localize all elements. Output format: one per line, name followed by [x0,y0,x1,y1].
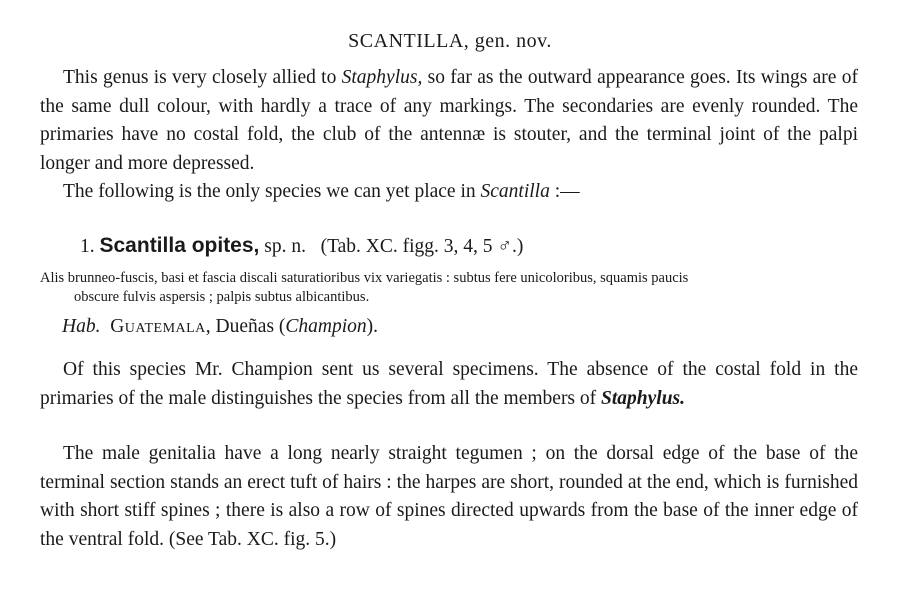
specimen-notes-paragraph [40,356,858,413]
habitat-line [62,316,852,338]
latin-diagnosis [40,269,858,306]
para2-text-a: The following is the only species we can yet place in [63,181,481,202]
genus-name-staphylus-bold: Staphylus. [601,387,686,409]
genus-name-scantilla: Scantilla [480,181,550,202]
species-name: Scantilla opites, [99,234,260,257]
habitat-country: Guatemala [110,316,206,337]
habitat-collector: Champion [285,316,367,337]
para1-text-a: This genus is very closely allied to [63,67,342,88]
genitalia-description-paragraph: The male genitalia have a long nearly straight tegumen ; on the dorsal edge of the base of the terminal section stands an erect tuft of hairs : the harpes are short, rounded at the end, which is furnished with short stiff spines ; there is also a row of spines directed upwards from the base of the inner edge of the ventral fold. (See Tab. XC. fig. 5.) [40,443,858,550]
habitat-locality: , Dueñas ( [205,316,286,337]
habitat-close: ). [366,316,379,337]
genus-name-staphylus: Staphylus, [341,67,423,88]
species-number: 1. [80,236,95,257]
para2-text-b: :— [549,181,580,202]
species-status: sp. n. [264,236,306,257]
habitat-label: Hab. [62,316,101,337]
latin-diagnosis-line1: Alis brunneo-fuscis, basi et fascia discali saturatioribus vix variegatis : subtus fere unicoloribus, squamis paucis [40,270,689,286]
latin-diagnosis-line2: obscure fulvis aspersis ; palpis subtus albicantibus. [74,288,370,305]
para1-text-b: so far as the outward appearance goes. Its wings are of the same dull colour, with hardly a trace of any markings. The secondaries are evenly rounded. The primaries have no costal fold, the club of the antennæ is stouter, and the terminal joint of the palpi longer and more depressed. [40,67,858,174]
plate-reference: (Tab. XC. figg. 3, 4, 5 ♂.) [320,236,524,257]
species-heading [80,234,860,258]
species-intro-paragraph [40,178,858,207]
para3-text-a: Of this species Mr. Champion sent us several specimens. The absence of the costal fold in the primaries of the male distinguishes the species from all the members of [40,359,858,409]
genus-heading: SCANTILLA, gen. nov. [348,30,552,52]
genus-description-paragraph [40,64,858,178]
